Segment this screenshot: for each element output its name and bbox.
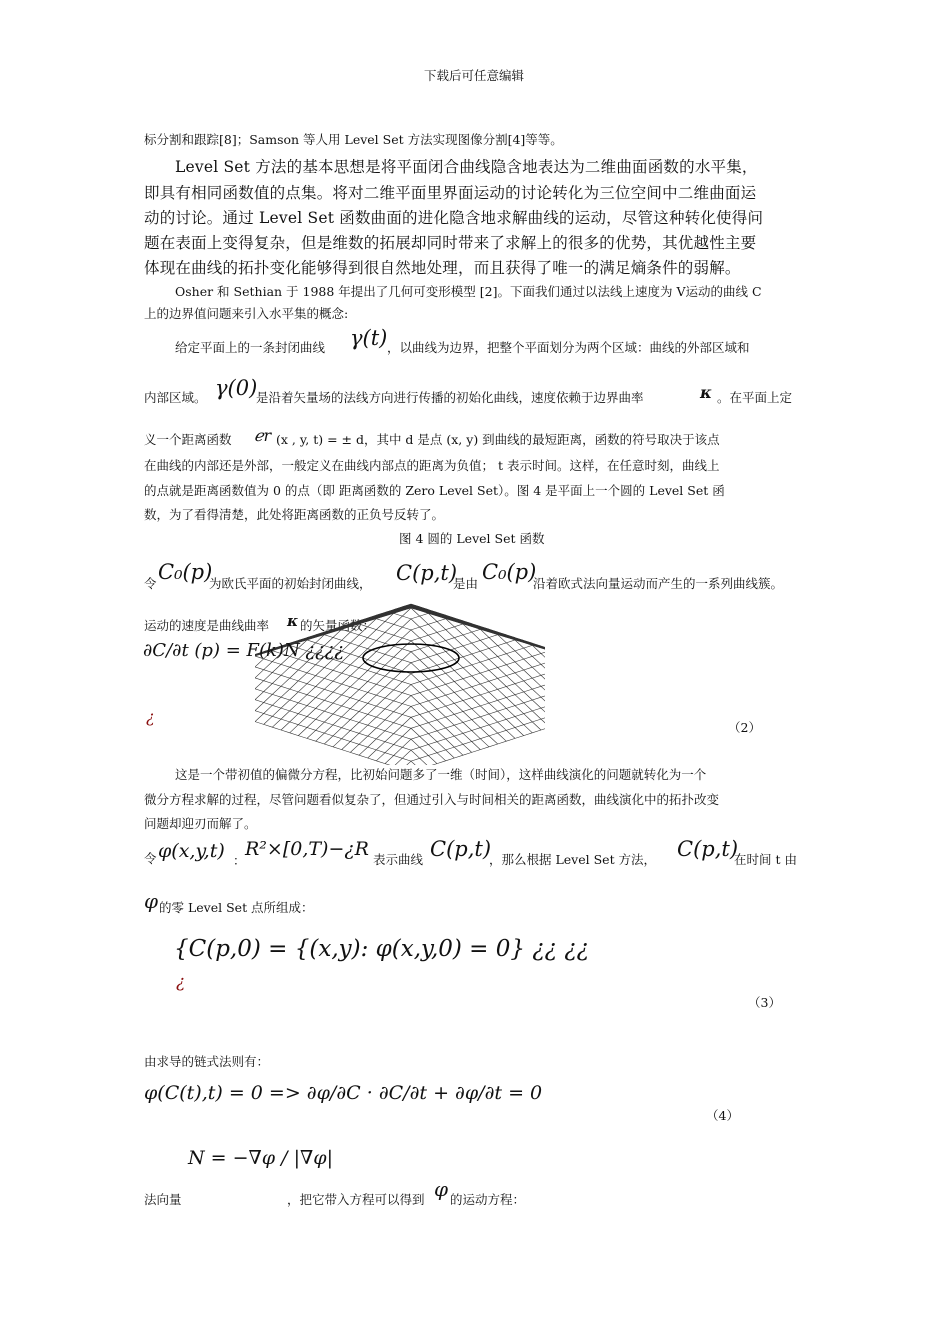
phi-xyt-math: φ(x,y,t)	[158, 840, 225, 862]
para1-line5: 体现在曲线的拓扑变化能够得到很自然地处理，而且获得了唯一的满足熵条件的弱解。	[144, 259, 741, 277]
para10-text-b: 的矢量函数：	[300, 618, 376, 633]
para5-text-b: (x , y, t) = ± d，其中 d 是点 (x, y) 到曲线的最短距离，函数的符号取决于该点	[276, 432, 720, 447]
cpt-math-2: C(p,t)	[430, 837, 492, 861]
para7-line: 的点就是距离函数值为 0 的点（即 距离函数的 Zero Level Set）。图 4 是平面上一个圆的 Level Set 函	[144, 483, 725, 498]
surface-mesh-line	[411, 688, 545, 765]
surface-mesh-line	[376, 667, 545, 761]
para10-text-a: 运动的速度是曲线曲率	[144, 618, 270, 633]
equation-2: ∂C/∂t (p) = F(k)N ¿¿¿¿	[143, 640, 345, 661]
para15-text-a: 法向量	[144, 1192, 182, 1207]
para9-text-b: 为欧氏平面的初始封闭曲线，	[209, 576, 372, 591]
cpt-math-3: C(p,t)	[677, 837, 739, 861]
para15-text-c: 的运动方程：	[450, 1192, 526, 1207]
equation-3-tail: ¿	[176, 972, 186, 992]
surface-mesh-line	[290, 608, 545, 728]
para3-text-a: 给定平面上的一条封闭曲线	[175, 340, 326, 355]
surface-mesh-line	[402, 683, 545, 765]
surface-mesh-line	[350, 651, 545, 753]
normal-vector-math: N = −∇φ / |∇φ|	[188, 1147, 333, 1169]
kappa-math-2: κ	[287, 612, 299, 630]
surface-mesh-line	[376, 605, 545, 699]
para14-text: 由求导的链式法则有：	[144, 1054, 270, 1069]
para1-line3: 动的讨论。通过 Level Set 函数曲面的进化隐含地求解曲线的运动，尽管这种转化使得问	[144, 209, 764, 227]
para11-line1: 这是一个带初值的偏微分方程，比初始问题多了一维（时间），这样曲线演化的问题就转化为一个	[175, 767, 707, 782]
para5-text-a: 义一个距离函数	[144, 432, 232, 447]
level-set-surface-figure	[255, 600, 545, 765]
surface-mesh-line	[255, 607, 515, 721]
phi-symbol-inline: ℯ𝑟	[254, 426, 272, 445]
surface-mesh-line	[281, 608, 541, 730]
page-header: 下载后可任意编辑	[424, 68, 525, 83]
domain-math: R²×[0,T)−¿R	[245, 838, 369, 860]
kappa-math: κ	[700, 383, 712, 402]
para15-text-b: ，把它带入方程可以得到	[287, 1192, 425, 1207]
para1-line2: 即具有相同函数值的点集。将对二维平面里界面运动的讨论转化为三位空间中二维曲面运	[144, 184, 757, 202]
para13-text: 的零 Level Set 点所组成：	[159, 900, 314, 915]
para11-line2: 微分方程求解的过程，尽管问题看似复杂了，但通过引入与时间相关的距离函数，曲线演化中的拓扑改变	[144, 792, 720, 807]
surface-mesh-line	[385, 672, 545, 764]
phi-math: φ	[144, 889, 159, 913]
para4-text-b: 是沿着矢量场的法线方向进行传播的初始化曲线，速度依赖于边界曲率	[256, 390, 644, 405]
para2-line1: Osher 和 Sethian 于 1988 年提出了几何可变形模型 [2]。下面我们通过以法线上速度为 V运动的曲线 C	[175, 284, 762, 299]
equation-3: {C(p,0) = {(x,y): φ(x,y,0) = 0} ¿¿ ¿¿	[174, 936, 589, 962]
surface-mesh-line	[255, 651, 472, 753]
equation-3-number: （3）	[748, 995, 781, 1010]
surface-mesh-line	[255, 667, 446, 761]
para9-text-c: 是由	[453, 576, 479, 591]
intro-line: 标分割和跟踪[8]；Samson 等人用 Level Set 方法实现图像分割[4]等等。	[144, 132, 563, 147]
gamma-t-math: γ(t)	[350, 326, 388, 350]
gamma-0-math: γ(0)	[215, 376, 258, 400]
surface-mesh-line	[307, 607, 545, 721]
para4-text-a: 内部区域。	[144, 390, 207, 405]
equation-2-number: （2）	[728, 720, 761, 735]
para2-line2: 上的边界值问题来引入水平集的概念:	[144, 306, 349, 321]
para6-line: 在曲线的内部还是外部，一般定义在曲线内部点的距离为负值； t 表示时间。这样，在任意时刻，曲线上	[144, 458, 720, 473]
figure-caption: 图 4 圆的 Level Set 函数	[399, 531, 545, 546]
para1-line1: Level Set 方法的基本思想是将平面闭合曲线隐含地表达为二维曲面函数的水平集，	[175, 158, 758, 176]
surface-mesh-line	[272, 608, 532, 728]
surface-mesh-line	[255, 677, 428, 765]
para12-colon: ：	[233, 853, 246, 868]
equation-4: φ(C(t),t) = 0 => ∂φ/∂C · ∂C/∂t + ∂φ/∂t = 0	[144, 1082, 543, 1104]
para1-line4: 题在表面上变得复杂，但是维数的拓展却同时带来了求解上的很多的优势，其优越性主要	[144, 234, 757, 252]
para12-ling: 令	[144, 851, 157, 866]
para12-text-d: ，那么根据 Level Set 方法，	[489, 852, 657, 867]
para12-text-c: 表示曲线	[373, 852, 424, 867]
para3-text-b: ，以曲线为边界，把整个平面划分为两个区域：曲线的外部区域和	[387, 340, 750, 355]
cpt-math: C(p,t)	[396, 561, 458, 585]
surface-mesh-line	[394, 605, 545, 694]
c0p-math: C₀(p)	[158, 560, 213, 584]
para9-ling: 令	[144, 576, 157, 591]
surface-mesh-line	[255, 683, 420, 765]
phi-math-2: φ	[434, 1177, 449, 1201]
para11-line3: 问题却迎刃而解了。	[144, 816, 257, 831]
c0p-math-2: C₀(p)	[482, 560, 537, 584]
para4-text-c: 。在平面上定	[717, 390, 793, 405]
para8-line: 数，为了看得清楚，此处将距离函数的正负号反转了。	[144, 507, 445, 522]
surface-mesh-line	[281, 608, 541, 730]
equation-2-tail: ¿	[146, 707, 155, 726]
para9-text-d: 沿着欧式法向量运动而产生的一系列曲线簇。	[533, 576, 784, 591]
para12-text-e: 在时间 t 由	[734, 852, 797, 867]
equation-4-number: （4）	[706, 1108, 739, 1123]
